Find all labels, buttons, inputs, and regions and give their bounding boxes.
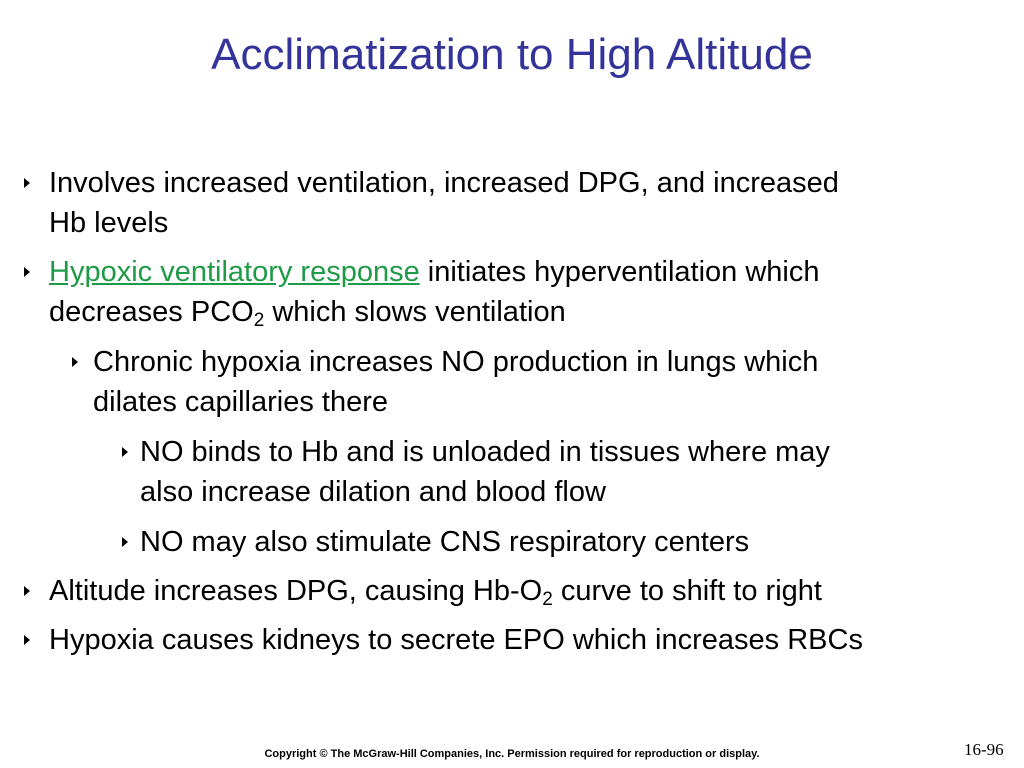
bullet-item [93, 342, 818, 422]
bullet-text-line [49, 571, 822, 611]
bullet-text-line: also increase dilation and blood flow [140, 476, 606, 508]
bullet-text-line: dilates capillaries there [93, 386, 388, 418]
subscript: 2 [253, 310, 265, 331]
hypoxic-ventilatory-response-link[interactable]: Hypoxic ventilatory response [49, 256, 420, 288]
bullet-arrow-icon [122, 447, 128, 457]
bullet-item [49, 571, 822, 611]
bullet-text-segment: initiates hyperventilation which [419, 256, 820, 288]
bullet-arrow-icon [24, 635, 30, 645]
slide-title: Acclimatization to High Altitude [211, 30, 813, 79]
bullet-item [49, 163, 839, 243]
bullet-arrow-icon [24, 178, 30, 188]
bullet-text-line: Involves increased ventilation, increased DPG, and increased [49, 167, 839, 199]
bullet-text-line: NO binds to Hb and is unloaded in tissues where may [140, 436, 830, 468]
bullet-text-line: NO may also stimulate CNS respiratory centers [140, 526, 750, 558]
bullet-item [49, 252, 820, 332]
bullet-text-segment: which slows ventilation [264, 296, 566, 328]
bullet-text-segment: curve to shift to right [552, 575, 822, 607]
bullet-arrow-icon [24, 267, 30, 277]
bullet-arrow-icon [72, 357, 78, 367]
bullet-text-segment: decreases PCO [49, 296, 254, 328]
bullet-text-line [49, 292, 820, 332]
page-number: 16-96 [964, 740, 1004, 759]
bullet-item [49, 620, 863, 660]
bullet-item [140, 522, 749, 562]
bullet-text-line [49, 252, 820, 292]
bullet-text-line: Chronic hypoxia increases NO production in lungs which [93, 346, 819, 378]
bullet-text-line: Hb levels [49, 207, 169, 239]
bullet-text-segment: Altitude increases DPG, causing Hb-O [49, 575, 543, 607]
bullet-text-line: Hypoxia causes kidneys to secrete EPO which increases RBCs [49, 624, 863, 656]
bullet-item [140, 432, 830, 512]
bullet-arrow-icon [122, 537, 128, 547]
bullet-arrow-icon [24, 586, 30, 596]
subscript: 2 [542, 589, 553, 610]
copyright-footer: Copyright © The McGraw-Hill Companies, Inc. Permission required for reproduction or display. [264, 748, 760, 760]
